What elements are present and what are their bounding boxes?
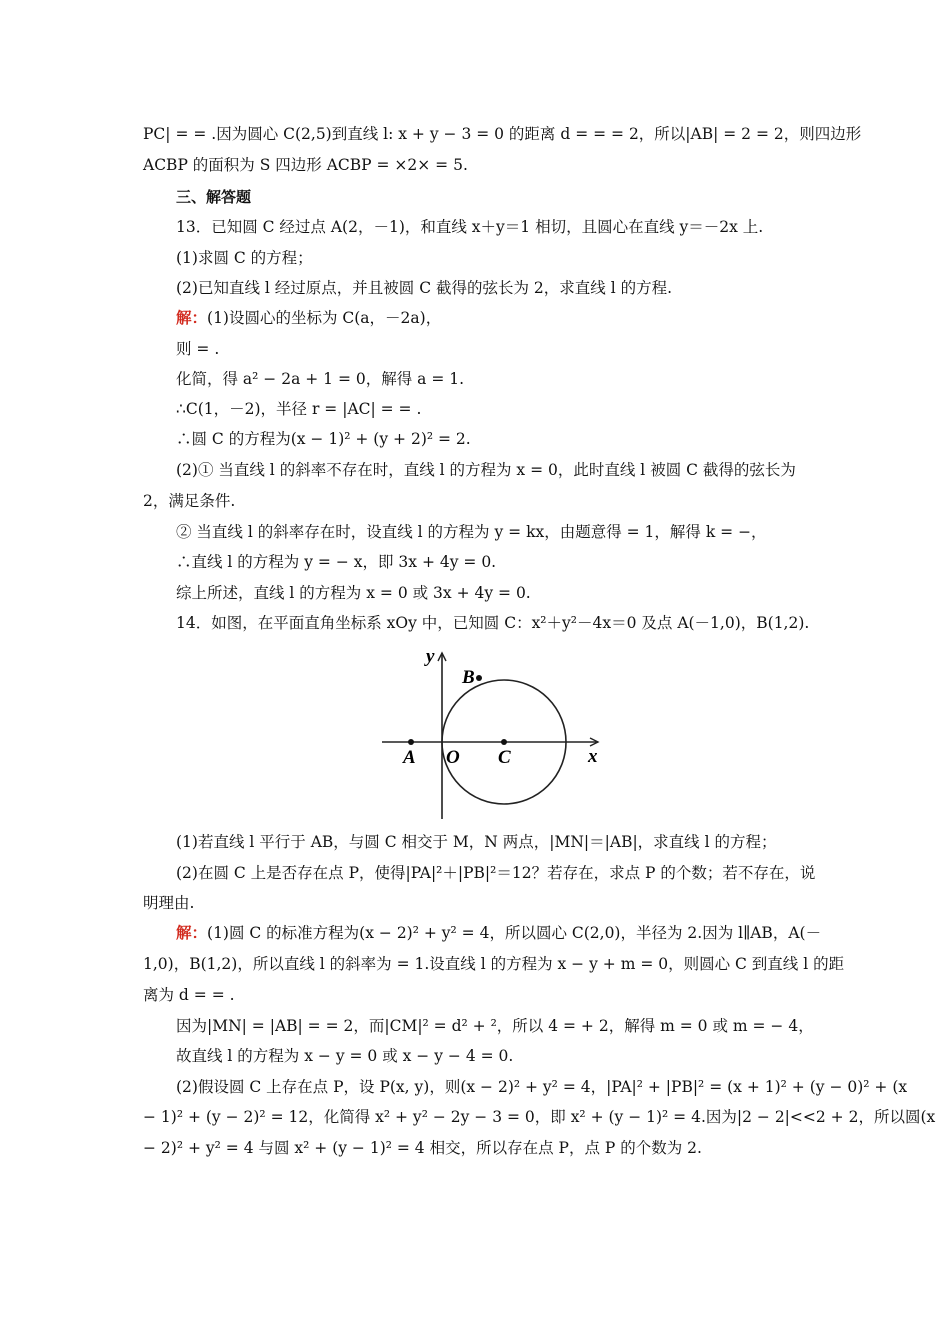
y-axis-label: y [426,646,435,667]
text-line: 化简，得 a² − 2a + 1 = 0，解得 a = 1. [176,370,465,388]
text-line: (2)① 当直线 l 的斜率不存在时，直线 l 的方程为 x = 0，此时直线 l 被圆 C 截得的弦长为 [176,461,796,479]
text-line: − 1)² + (y − 2)² = 12，化简得 x² + y² − 2y − 3 = 0，即 x² + (y − 1)² = 4.因为|2 − 2|<<2 + 2，所以圆(x [143,1108,936,1126]
label-c: C [498,747,511,768]
solution-text: (1)圆 C 的标准方程为(x − 2)² + y² = 4，所以圆心 C(2,0)，半径为 2.因为 l∥AB，A(－ [207,924,822,942]
text-line: ∴C(1，－2)，半径 r = |AC| = = . [176,400,422,418]
text-line: 综上所述，直线 l 的方程为 x = 0 或 3x + 4y = 0. [176,584,531,602]
text-line: ACBP 的面积为 S 四边形 ACBP = ×2× = 5. [143,156,468,174]
solution-text: (1)设圆心的坐标为 C(a，－2a)， [207,309,442,327]
text-line: 故直线 l 的方程为 x − y = 0 或 x − y − 4 = 0. [176,1047,514,1065]
circle-diagram [378,645,604,823]
text-line: ∴直线 l 的方程为 y = − x，即 3x + 4y = 0. [176,553,497,571]
solution-line [176,922,822,944]
text-line: 离为 d = = . [143,986,235,1004]
text-line: 则 = . [176,340,220,358]
text-line: PC| = = .因为圆心 C(2,5)到直线 l: x + y − 3 = 0 的距离 d = = = 2，所以|AB| = 2 = 2，则四边形 [143,125,862,143]
coordinate-figure [378,645,604,823]
problem-14-statement: 14．如图，在平面直角坐标系 xOy 中，已知圆 C：x²＋y²－4x＝0 及点 A(－1,0)，B(1,2). [176,614,810,632]
text-line: ∴圆 C 的方程为(x − 1)² + (y + 2)² = 2. [176,430,471,448]
text-line: 2，满足条件. [143,492,236,510]
label-o: O [446,747,460,768]
text-line: ② 当直线 l 的斜率存在时，设直线 l 的方程为 y = kx，由题意得 = 1，解得 k = −， [176,523,767,541]
point-c [501,739,507,745]
solution-label: 解： [176,309,208,327]
section-heading: 三、解答题 [176,188,252,206]
problem-14-part-1: (1)若直线 l 平行于 AB，与圆 C 相交于 M，N 两点，|MN|＝|AB|，求直线 l 的方程； [176,833,777,851]
text-line: 1,0)，B(1,2)，所以直线 l 的斜率为 = 1.设直线 l 的方程为 x − y + m = 0，则圆心 C 到直线 l 的距 [143,955,845,973]
problem-13-part-1: (1)求圆 C 的方程； [176,249,313,267]
problem-13-statement: 13．已知圆 C 经过点 A(2，－1)，和直线 x＋y＝1 相切，且圆心在直线 y＝－2x 上. [176,218,764,236]
solution-line [176,307,808,329]
label-b: B [462,667,475,688]
x-axis-label: x [588,746,598,767]
point-b [476,675,482,681]
text-line: 明理由. [143,894,195,912]
problem-14-part-2: (2)在圆 C 上是否存在点 P，使得|PA|²＋|PB|²＝12？若存在，求点 P 的个数；若不存在，说 [176,864,816,882]
text-line: − 2)² + y² = 4 与圆 x² + (y − 1)² = 4 相交，所以存在点 P，点 P 的个数为 2. [143,1139,702,1157]
text-line: (2)假设圆 C 上存在点 P，设 P(x, y)，则(x − 2)² + y² = 4，|PA|² + |PB|² = (x + 1)² + (y − 0)² + (x [176,1078,908,1096]
point-a [408,739,414,745]
text-line: 因为|MN| = |AB| = = 2，而|CM|² = d² + ²，所以 4 = + 2，解得 m = 0 或 m = − 4， [176,1017,814,1035]
solution-label: 解： [176,924,208,942]
label-a: A [403,747,416,768]
problem-13-part-2: (2)已知直线 l 经过原点，并且被圆 C 截得的弦长为 2，求直线 l 的方程. [176,279,673,297]
